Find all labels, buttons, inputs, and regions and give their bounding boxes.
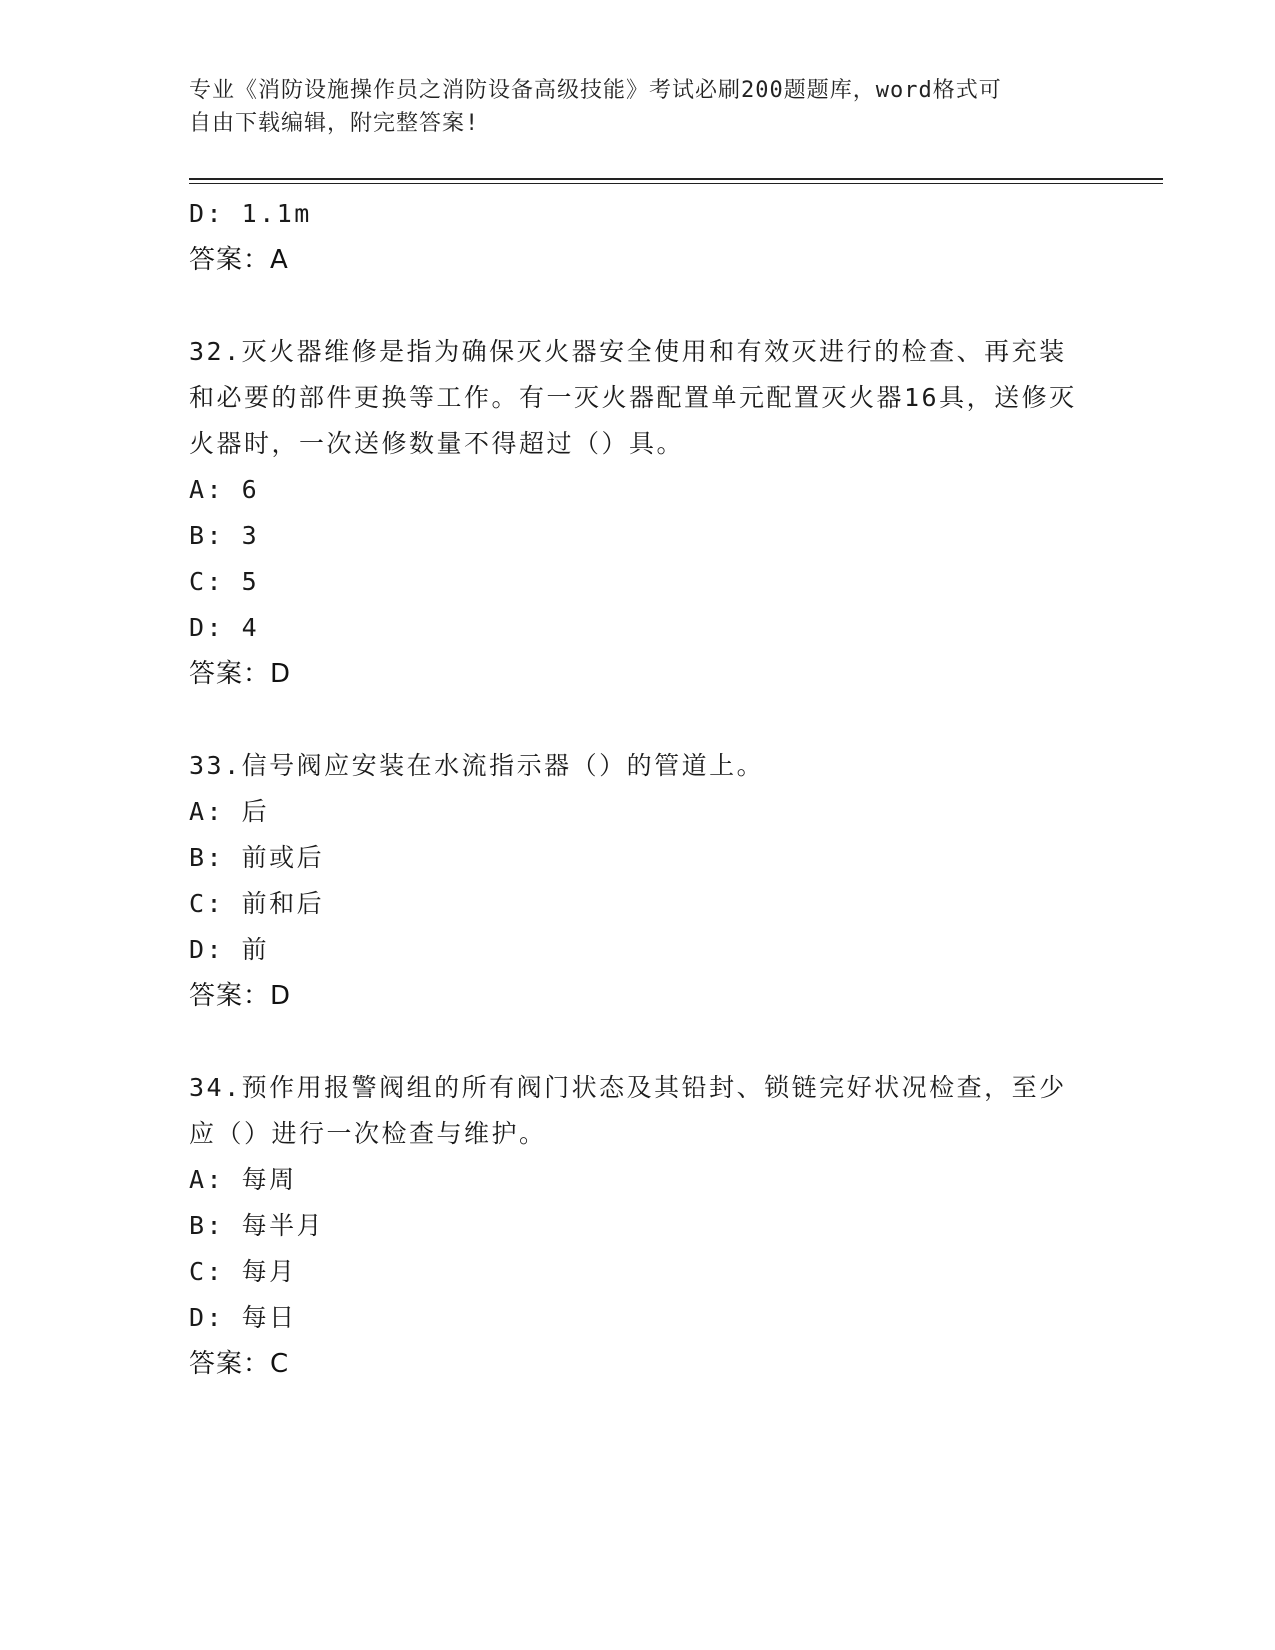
question-block-33	[189, 743, 1089, 1019]
header-divider-thick	[189, 178, 1163, 180]
question-block-34	[189, 1065, 1089, 1387]
option-b: B: 每半月	[189, 1211, 325, 1240]
option-a: A: 后	[189, 797, 270, 826]
spacer	[189, 1019, 1089, 1065]
header-divider-thin	[189, 183, 1163, 184]
page-header	[189, 74, 1079, 140]
option-b: B: 前或后	[189, 843, 325, 872]
option-d: D: 前	[189, 935, 270, 964]
question-text: 32.灭火器维修是指为确保灭火器安全使用和有效灭进行的检查、再充装和必要的部件更换等工作。有一灭火器配置单元配置灭火器16具，送修灭火器时，一次送修数量不得超过（）具。	[189, 337, 1077, 458]
question-block-32	[189, 329, 1089, 697]
option-a: A: 每周	[189, 1165, 297, 1194]
option-b: B: 3	[189, 521, 260, 550]
option-a: A: 6	[189, 475, 260, 504]
question-text: 34.预作用报警阀组的所有阀门状态及其铅封、锁链完好状况检查，至少应（）进行一次检查与维护。	[189, 1073, 1067, 1148]
prev-question-answer: 答案：A	[189, 245, 289, 275]
answer: 答案：D	[189, 981, 292, 1011]
spacer	[189, 283, 1089, 329]
header-line-2: 自由下载编辑，附完整答案!	[189, 111, 480, 136]
question-text: 33.信号阀应安装在水流指示器（）的管道上。	[189, 751, 765, 780]
answer: 答案：D	[189, 659, 292, 689]
option-d: D: 4	[189, 613, 260, 642]
option-d: D: 每日	[189, 1303, 297, 1332]
option-c: C: 5	[189, 567, 260, 596]
answer: 答案：C	[189, 1349, 290, 1379]
header-line-1: 专业《消防设施操作员之消防设备高级技能》考试必刷200题题库，word格式可	[189, 78, 1002, 103]
spacer	[189, 697, 1089, 743]
option-c: C: 每月	[189, 1257, 297, 1286]
document-body	[189, 191, 1089, 1387]
prev-question-option-d: D: 1.1m	[189, 199, 312, 228]
option-c: C: 前和后	[189, 889, 325, 918]
